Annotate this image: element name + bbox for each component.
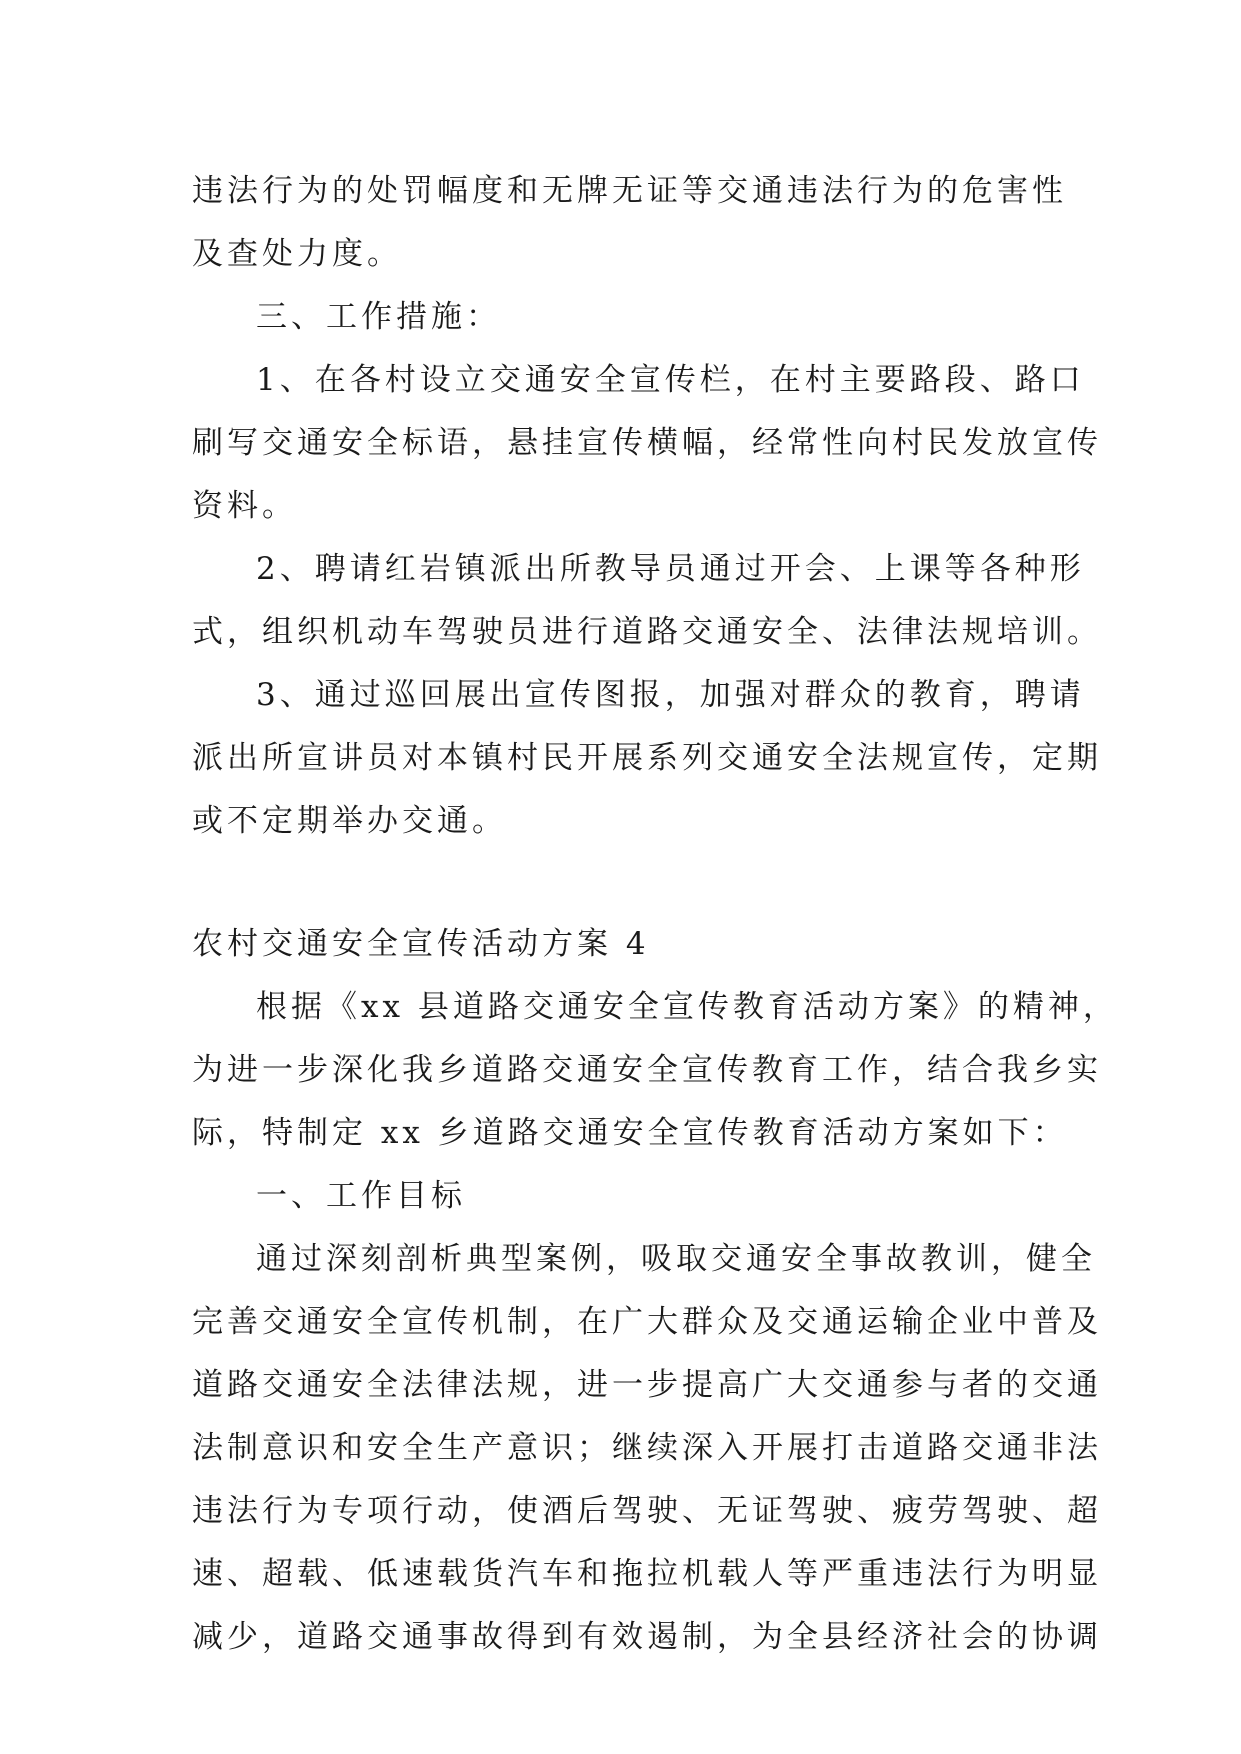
text-line: 刷写交通安全标语，悬挂宣传横幅，经常性向村民发放宣传 [192,425,1102,461]
text-line: 资料。 [192,488,297,524]
text-line: 减少，道路交通事故得到有效遏制，为全县经济社会的协调 [192,1619,1102,1655]
document-title: 农村交通安全宣传活动方案 4 [192,926,650,962]
text-line: 为进一步深化我乡道路交通安全宣传教育工作，结合我乡实 [192,1052,1102,1088]
text-line: 速、超载、低速载货汽车和拖拉机载人等严重违法行为明显 [192,1556,1102,1592]
text-line: 法制意识和安全生产意识；继续深入开展打击道路交通非法 [192,1430,1102,1466]
text-line: 根据《xx 县道路交通安全宣传教育活动方案》的精神， [256,989,1118,1025]
text-line: 或不定期举办交通。 [192,803,507,839]
text-line: 式，组织机动车驾驶员进行道路交通安全、法律法规培训。 [192,614,1102,650]
text-line: 际，特制定 xx 乡道路交通安全宣传教育活动方案如下： [192,1115,1068,1151]
text-line: 通过深刻剖析典型案例，吸取交通安全事故教训，健全 [256,1241,1096,1277]
section-heading: 一、工作目标 [256,1178,466,1214]
text-line: 道路交通安全法律法规，进一步提高广大交通参与者的交通 [192,1367,1102,1403]
text-line: 3、通过巡回展出宣传图报，加强对群众的教育，聘请 [256,677,1085,713]
text-line: 1、在各村设立交通安全宣传栏，在村主要路段、路口 [256,362,1085,398]
document-page [192,160,1118,1669]
text-line: 派出所宣讲员对本镇村民开展系列交通安全法规宣传，定期 [192,740,1102,776]
section-heading: 三、工作措施： [256,299,501,335]
text-line: 违法行为的处罚幅度和无牌无证等交通违法行为的危害性 [192,173,1067,209]
section-gap [192,853,1062,913]
text-line: 完善交通安全宣传机制，在广大群众及交通运输企业中普及 [192,1304,1102,1340]
text-line: 及查处力度。 [192,236,402,272]
text-line: 违法行为专项行动，使酒后驾驶、无证驾驶、疲劳驾驶、超 [192,1493,1102,1529]
text-line: 2、聘请红岩镇派出所教导员通过开会、上课等各种形 [256,551,1085,587]
